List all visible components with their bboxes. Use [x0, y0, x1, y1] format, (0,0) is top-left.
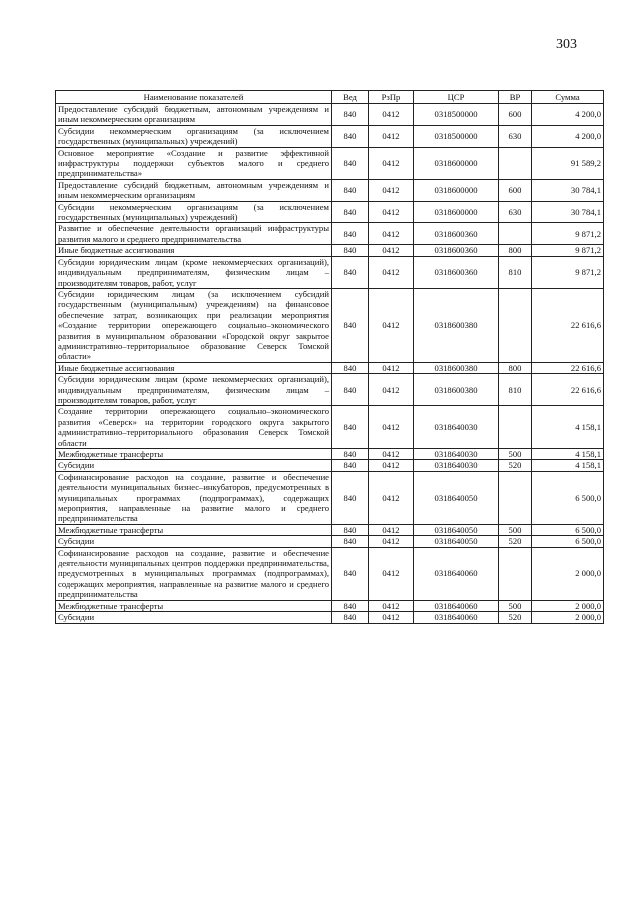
- row-ved-cell: 840: [332, 288, 369, 362]
- row-sum-cell: 6 500,0: [532, 471, 604, 524]
- row-sum-cell: 30 784,1: [532, 201, 604, 223]
- row-name-cell: Межбюджетные трансферты: [56, 600, 332, 611]
- budget-table: [55, 90, 604, 624]
- row-sum-cell: 4 200,0: [532, 125, 604, 147]
- row-vr-cell: 630: [499, 201, 532, 223]
- row-sum-cell: 4 200,0: [532, 104, 604, 126]
- header-csr: ЦСР: [414, 91, 499, 104]
- table-row: [56, 471, 604, 524]
- row-rzpr-cell: 0412: [369, 547, 414, 600]
- row-vr-cell: 810: [499, 256, 532, 288]
- row-sum-cell: 22 616,6: [532, 362, 604, 373]
- row-name-cell: Субсидии: [56, 460, 332, 471]
- row-name-cell: Субсидии юридическим лицам (за исключением субсидий государственным (муниципальным) учреждениям) на финансовое обеспечение затрат, возникающих при реализации мероприятия «Создание территории опережающего социально–экономического развития в муниципальном образовании «Городской округ закрытое административно–территориальное образование Северск Томской области»: [56, 288, 332, 362]
- row-rzpr-cell: 0412: [369, 524, 414, 535]
- row-rzpr-cell: 0412: [369, 147, 414, 179]
- row-vr-cell: [499, 406, 532, 449]
- row-vr-cell: 600: [499, 179, 532, 201]
- row-ved-cell: 840: [332, 223, 369, 245]
- row-rzpr-cell: 0412: [369, 449, 414, 460]
- table-row: [56, 547, 604, 600]
- table-row: [56, 362, 604, 373]
- row-sum-cell: 22 616,6: [532, 288, 604, 362]
- row-name-cell: Межбюджетные трансферты: [56, 524, 332, 535]
- row-csr-cell: 0318640030: [414, 406, 499, 449]
- row-ved-cell: 840: [332, 600, 369, 611]
- row-name-cell: Субсидии юридическим лицам (кроме некоммерческих организаций), индивидуальным предпринимателям, физическим лицам – производителям товаров, работ, услуг: [56, 256, 332, 288]
- table-row: [56, 104, 604, 126]
- row-csr-cell: 0318640050: [414, 536, 499, 547]
- row-sum-cell: 2 000,0: [532, 612, 604, 623]
- header-ved: Вед: [332, 91, 369, 104]
- row-vr-cell: [499, 223, 532, 245]
- row-sum-cell: 2 000,0: [532, 547, 604, 600]
- row-name-cell: Субсидии: [56, 612, 332, 623]
- row-ved-cell: 840: [332, 524, 369, 535]
- page-number: 303: [556, 37, 577, 52]
- row-vr-cell: 800: [499, 362, 532, 373]
- table-row: [56, 256, 604, 288]
- row-csr-cell: 0318500000: [414, 125, 499, 147]
- table-row: [56, 179, 604, 201]
- row-name-cell: Иные бюджетные ассигнования: [56, 245, 332, 256]
- row-csr-cell: 0318640030: [414, 460, 499, 471]
- row-ved-cell: 840: [332, 449, 369, 460]
- row-vr-cell: 500: [499, 449, 532, 460]
- row-name-cell: Субсидии: [56, 536, 332, 547]
- row-sum-cell: 91 589,2: [532, 147, 604, 179]
- row-sum-cell: 6 500,0: [532, 536, 604, 547]
- row-ved-cell: 840: [332, 460, 369, 471]
- row-vr-cell: 520: [499, 536, 532, 547]
- row-sum-cell: 22 616,6: [532, 374, 604, 406]
- row-rzpr-cell: 0412: [369, 536, 414, 547]
- row-name-cell: Предоставление субсидий бюджетным, автономным учреждениям и иным некоммерческим организациям: [56, 104, 332, 126]
- row-rzpr-cell: 0412: [369, 600, 414, 611]
- row-sum-cell: 30 784,1: [532, 179, 604, 201]
- row-name-cell: Предоставление субсидий бюджетным, автономным учреждениям и иным некоммерческим организациям: [56, 179, 332, 201]
- row-vr-cell: 520: [499, 612, 532, 623]
- table-row: [56, 374, 604, 406]
- table-row: [56, 449, 604, 460]
- row-csr-cell: 0318640030: [414, 449, 499, 460]
- header-rzpr: РзПр: [369, 91, 414, 104]
- row-rzpr-cell: 0412: [369, 460, 414, 471]
- row-rzpr-cell: 0412: [369, 201, 414, 223]
- row-ved-cell: 840: [332, 406, 369, 449]
- row-sum-cell: 4 158,1: [532, 406, 604, 449]
- row-name-cell: Иные бюджетные ассигнования: [56, 362, 332, 373]
- row-csr-cell: 0318600360: [414, 245, 499, 256]
- table-row: [56, 406, 604, 449]
- row-rzpr-cell: 0412: [369, 256, 414, 288]
- table-row: [56, 524, 604, 535]
- row-csr-cell: 0318600360: [414, 256, 499, 288]
- row-csr-cell: 0318600000: [414, 179, 499, 201]
- row-csr-cell: 0318640060: [414, 547, 499, 600]
- table-header: [56, 91, 604, 104]
- row-sum-cell: 9 871,2: [532, 245, 604, 256]
- row-rzpr-cell: 0412: [369, 362, 414, 373]
- row-name-cell: Развитие и обеспечение деятельности организаций инфраструктуры развития малого и среднего предпринимательства: [56, 223, 332, 245]
- table-row: [56, 125, 604, 147]
- table-body: [56, 104, 604, 624]
- row-rzpr-cell: 0412: [369, 245, 414, 256]
- table-row: [56, 245, 604, 256]
- table-row: [56, 460, 604, 471]
- row-ved-cell: 840: [332, 104, 369, 126]
- table-row: [56, 600, 604, 611]
- row-vr-cell: 800: [499, 245, 532, 256]
- row-ved-cell: 840: [332, 245, 369, 256]
- row-vr-cell: [499, 288, 532, 362]
- row-csr-cell: 0318640060: [414, 600, 499, 611]
- row-name-cell: Субсидии некоммерческим организациям (за исключением государственных (муниципальных) учреждений): [56, 201, 332, 223]
- row-vr-cell: 810: [499, 374, 532, 406]
- row-ved-cell: 840: [332, 147, 369, 179]
- row-name-cell: Создание территории опережающего социально–экономического развития «Северск» на территории городского округа закрытого административно–территориального образования Северск Томской области: [56, 406, 332, 449]
- row-sum-cell: 4 158,1: [532, 460, 604, 471]
- row-csr-cell: 0318600380: [414, 362, 499, 373]
- row-name-cell: Субсидии некоммерческим организациям (за исключением государственных (муниципальных) учреждений): [56, 125, 332, 147]
- table-row: [56, 612, 604, 623]
- row-csr-cell: 0318600000: [414, 201, 499, 223]
- row-csr-cell: 0318640050: [414, 471, 499, 524]
- row-ved-cell: 840: [332, 612, 369, 623]
- table-row: [56, 536, 604, 547]
- row-rzpr-cell: 0412: [369, 104, 414, 126]
- row-rzpr-cell: 0412: [369, 288, 414, 362]
- row-vr-cell: 500: [499, 600, 532, 611]
- row-vr-cell: 600: [499, 104, 532, 126]
- table-row: [56, 223, 604, 245]
- row-rzpr-cell: 0412: [369, 374, 414, 406]
- row-name-cell: Межбюджетные трансферты: [56, 449, 332, 460]
- row-sum-cell: 6 500,0: [532, 524, 604, 535]
- header-name: Наименование показателей: [56, 91, 332, 104]
- row-sum-cell: 9 871,2: [532, 223, 604, 245]
- row-vr-cell: [499, 547, 532, 600]
- row-csr-cell: 0318600380: [414, 374, 499, 406]
- row-ved-cell: 840: [332, 547, 369, 600]
- row-rzpr-cell: 0412: [369, 406, 414, 449]
- row-sum-cell: 9 871,2: [532, 256, 604, 288]
- row-vr-cell: [499, 471, 532, 524]
- row-name-cell: Софинансирование расходов на создание, развитие и обеспечение деятельности муниципальных бизнес–инкубаторов, предусмотренных в муниципальных программах (подпрограммах), содержащих мероприятия, направленные на развитие малого и среднего предпринимательства: [56, 471, 332, 524]
- row-csr-cell: 0318640060: [414, 612, 499, 623]
- row-ved-cell: 840: [332, 374, 369, 406]
- row-ved-cell: 840: [332, 201, 369, 223]
- row-rzpr-cell: 0412: [369, 612, 414, 623]
- row-csr-cell: 0318640050: [414, 524, 499, 535]
- row-vr-cell: 520: [499, 460, 532, 471]
- row-name-cell: Субсидии юридическим лицам (кроме некоммерческих организаций), индивидуальным предпринимателям, физическим лицам – производителям товаров, работ, услуг: [56, 374, 332, 406]
- row-ved-cell: 840: [332, 362, 369, 373]
- row-csr-cell: 0318600000: [414, 147, 499, 179]
- row-rzpr-cell: 0412: [369, 223, 414, 245]
- row-csr-cell: 0318600360: [414, 223, 499, 245]
- row-sum-cell: 4 158,1: [532, 449, 604, 460]
- row-ved-cell: 840: [332, 179, 369, 201]
- row-name-cell: Софинансирование расходов на создание, развитие и обеспечение деятельности муниципальных центров поддержки предпринимательства, предусмотренных в муниципальных программах (подпрограммах), содержащих мероприятия, направленные на развитие малого и среднего предпринимательства: [56, 547, 332, 600]
- row-ved-cell: 840: [332, 125, 369, 147]
- table-row: [56, 201, 604, 223]
- header-row: [56, 91, 604, 104]
- row-rzpr-cell: 0412: [369, 179, 414, 201]
- row-ved-cell: 840: [332, 536, 369, 547]
- row-rzpr-cell: 0412: [369, 125, 414, 147]
- row-ved-cell: 840: [332, 256, 369, 288]
- row-rzpr-cell: 0412: [369, 471, 414, 524]
- row-sum-cell: 2 000,0: [532, 600, 604, 611]
- row-csr-cell: 0318600380: [414, 288, 499, 362]
- table-row: [56, 288, 604, 362]
- header-vr: ВР: [499, 91, 532, 104]
- row-vr-cell: 500: [499, 524, 532, 535]
- row-name-cell: Основное мероприятие «Создание и развитие эффективной инфраструктуры поддержки субъектов малого и среднего предпринимательства»: [56, 147, 332, 179]
- row-vr-cell: 630: [499, 125, 532, 147]
- header-sum: Сумма: [532, 91, 604, 104]
- row-vr-cell: [499, 147, 532, 179]
- table-row: [56, 147, 604, 179]
- row-ved-cell: 840: [332, 471, 369, 524]
- row-csr-cell: 0318500000: [414, 104, 499, 126]
